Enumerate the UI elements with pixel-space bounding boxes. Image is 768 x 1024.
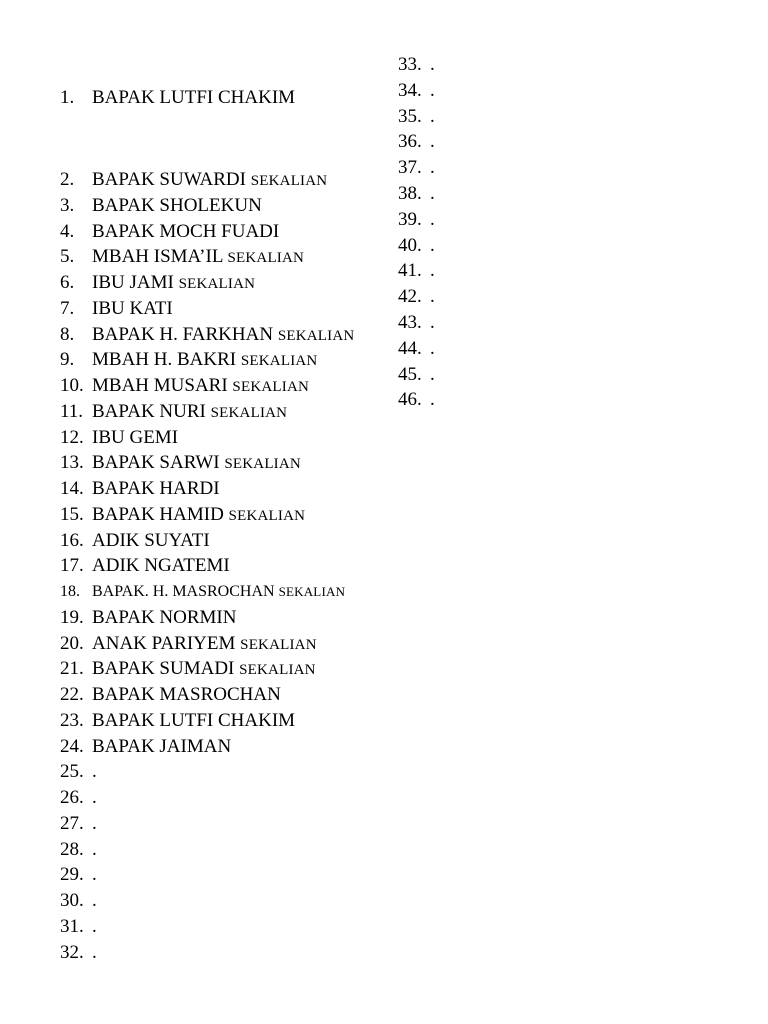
list-item-number: 33. [398, 54, 422, 75]
list-item-name-text: . [430, 234, 435, 256]
list-item-name [430, 131, 435, 153]
list-item-number: 8. [60, 323, 75, 345]
list-item-number: 13. [60, 452, 84, 474]
list-item-number: 40. [398, 234, 422, 256]
list-item-name [430, 106, 435, 128]
list-item-name-text: BAPAK. H. MASROCHAN [92, 583, 275, 600]
list-item-name-text: BAPAK SUMADI [92, 658, 235, 680]
list-item-number: 11. [60, 400, 84, 422]
list-item-name-text: . [92, 787, 97, 808]
list-item-name [92, 324, 354, 347]
list-item-name [92, 298, 173, 320]
list-item-name-text: BAPAK LUTFI CHAKIM [92, 87, 296, 108]
list-item-name [92, 839, 97, 861]
list-item-number: 3. [60, 194, 75, 216]
list-item-name [430, 312, 435, 334]
list-item-name [430, 183, 435, 205]
list-item-number: 12. [60, 426, 84, 448]
list-item-number: 44. [398, 337, 422, 359]
list-item-number: 16. [60, 529, 84, 551]
list-item-name-text: BAPAK LUTFI CHAKIM [92, 709, 296, 731]
list-item-suffix: SEKALIAN [239, 662, 316, 679]
list-item-number: 29. [60, 864, 84, 886]
list-item-name [92, 452, 301, 475]
list-item-number: 45. [398, 363, 422, 385]
list-item-number: 27. [60, 812, 84, 834]
list-item-name [92, 710, 295, 732]
list-item-name-text: . [92, 941, 97, 963]
list-item-name-text: ADIK NGATEMI [92, 555, 230, 577]
list-item-name [92, 195, 262, 217]
list-item-number: 14. [60, 478, 84, 499]
list-item-name [92, 761, 97, 783]
list-item-number: 43. [398, 312, 422, 333]
list-item-name-text: . [430, 208, 435, 230]
list-item-name [430, 157, 435, 179]
list-item-number: 34. [398, 79, 422, 101]
list-item-name [92, 504, 305, 527]
list-item-name-text: . [92, 838, 97, 860]
list-item-name [430, 364, 435, 386]
list-item-name [92, 787, 97, 809]
list-item-number: 20. [60, 632, 84, 654]
list-item-name-text: . [92, 915, 97, 937]
list-item-name [92, 169, 327, 192]
list-item-number: 32. [60, 941, 84, 963]
list-item-name-text: . [430, 260, 435, 282]
list-item-suffix: SEKALIAN [224, 456, 301, 473]
list-item-name-text: BAPAK JAIMAN [92, 735, 232, 757]
list-item-name [92, 864, 97, 886]
list-item-number: 42. [398, 286, 422, 308]
list-item-name-text: BAPAK HAMID [92, 503, 224, 525]
list-item-number: 1. [60, 87, 75, 108]
list-item-number: 15. [60, 503, 84, 525]
list-item-name [92, 87, 295, 109]
list-item-name [430, 389, 435, 411]
list-item-name-text: . [430, 286, 435, 308]
list-item-number: 19. [60, 606, 84, 628]
list-item-name [92, 736, 231, 758]
list-item-number: 39. [398, 208, 422, 230]
list-item-name [92, 942, 97, 964]
list-item-name-text: . [430, 105, 435, 127]
list-item-number: 2. [60, 169, 75, 190]
list-item-name-text: . [430, 363, 435, 385]
list-item-name [430, 209, 435, 231]
list-item-name-text: BAPAK MOCH FUADI [92, 220, 280, 242]
list-item-name [92, 478, 220, 500]
list-item-name-text: MBAH ISMA’IL [92, 246, 223, 268]
list-item-name [92, 890, 97, 912]
list-item-name [92, 221, 279, 243]
list-item-name [430, 286, 435, 308]
list-item-number: 10. [60, 375, 84, 396]
list-item-name-text: . [430, 54, 435, 75]
list-item-name-text: BAPAK SHOLEKUN [92, 194, 262, 216]
list-item-name [430, 235, 435, 257]
list-item-number: 36. [398, 131, 422, 153]
list-item-name [430, 260, 435, 282]
list-item-name-text: . [92, 761, 97, 783]
list-item-name-text: . [430, 183, 435, 204]
list-item-suffix: SEKALIAN [277, 327, 355, 344]
list-item-number: 31. [60, 915, 84, 937]
list-item-suffix: SEKALIAN [210, 404, 288, 421]
list-item-name [430, 54, 435, 76]
list-item-name [92, 813, 97, 835]
list-item-name-text: . [430, 157, 435, 179]
list-item-number: 35. [398, 105, 422, 127]
list-item-number: 41. [398, 260, 422, 282]
list-item-number: 25. [60, 761, 84, 783]
list-item-name-text: ADIK SUYATI [92, 529, 210, 551]
list-item-number: 9. [60, 349, 75, 371]
list-item-suffix: SEKALIAN [178, 276, 256, 292]
list-item-name-text: . [92, 890, 97, 911]
list-item-name-text: . [92, 812, 97, 834]
list-item-name-text: MBAH MUSARI [92, 375, 228, 396]
list-item-number: 23. [60, 709, 84, 731]
list-item-number: 30. [60, 890, 84, 911]
list-item-suffix: SEKALIAN [240, 353, 318, 370]
list-item-suffix: SEKALIAN [250, 173, 328, 189]
list-item-name-text: MBAH H. BAKRI [92, 349, 237, 371]
list-item-name-text: BAPAK NURI [92, 400, 206, 422]
list-item-name-text: . [430, 312, 435, 333]
list-item-suffix: SEKALIAN [227, 250, 305, 267]
list-item-name-text: . [430, 131, 435, 153]
list-item-name [92, 349, 317, 372]
list-item-name [430, 80, 435, 102]
list-item-name-text: . [430, 79, 435, 101]
list-item-number: 4. [60, 220, 75, 242]
list-item-number: 37. [398, 157, 422, 179]
list-item-name-text: IBU JAMI [92, 272, 174, 293]
list-item-name [92, 633, 317, 656]
list-item-name-text: BAPAK H. FARKHAN [92, 323, 274, 345]
list-item-number: 26. [60, 787, 84, 808]
list-item-number: 18. [60, 583, 80, 600]
list-item-name-text: . [430, 389, 435, 411]
list-item-name-text: IBU GEMI [92, 426, 179, 448]
list-item-name [430, 338, 435, 360]
list-item-number: 28. [60, 838, 84, 860]
list-item-name [92, 375, 309, 398]
list-item-number: 21. [60, 658, 84, 680]
list-item-name-text: BAPAK SUWARDI [92, 169, 246, 190]
list-item-name [92, 581, 345, 603]
list-item-number: 22. [60, 684, 84, 705]
list-item-name [92, 658, 316, 681]
list-item-suffix: SEKALIAN [228, 507, 306, 524]
list-item-number: 6. [60, 272, 75, 293]
list-item-number: 24. [60, 735, 84, 757]
list-item-name-text: . [430, 337, 435, 359]
list-item-name-text: BAPAK SARWI [92, 452, 220, 474]
list-item-name [92, 555, 230, 577]
list-item-name-text: ANAK PARIYEM [92, 632, 236, 654]
list-item-name-text: BAPAK NORMIN [92, 606, 237, 628]
list-item-number: 7. [60, 297, 75, 319]
list-item-name-text: IBU KATI [92, 297, 173, 319]
list-item-name [92, 530, 210, 552]
list-item-name [92, 427, 178, 449]
list-item-name [92, 246, 304, 269]
list-item-suffix: SEKALIAN [278, 584, 346, 599]
list-item-name-text: BAPAK HARDI [92, 478, 220, 499]
list-item-name [92, 401, 287, 424]
list-item-name [92, 916, 97, 938]
list-item-name-text: BAPAK MASROCHAN [92, 684, 281, 705]
list-item-name [92, 684, 281, 706]
list-item-number: 46. [398, 389, 422, 411]
list-item-number: 38. [398, 183, 422, 204]
list-item-number: 17. [60, 555, 84, 577]
list-item-suffix: SEKALIAN [232, 379, 310, 395]
list-item-suffix: SEKALIAN [240, 636, 317, 653]
list-item-name-text: . [92, 864, 97, 886]
list-item-name [92, 607, 236, 629]
list-item-name [92, 272, 255, 295]
list-item-number: 5. [60, 246, 75, 268]
